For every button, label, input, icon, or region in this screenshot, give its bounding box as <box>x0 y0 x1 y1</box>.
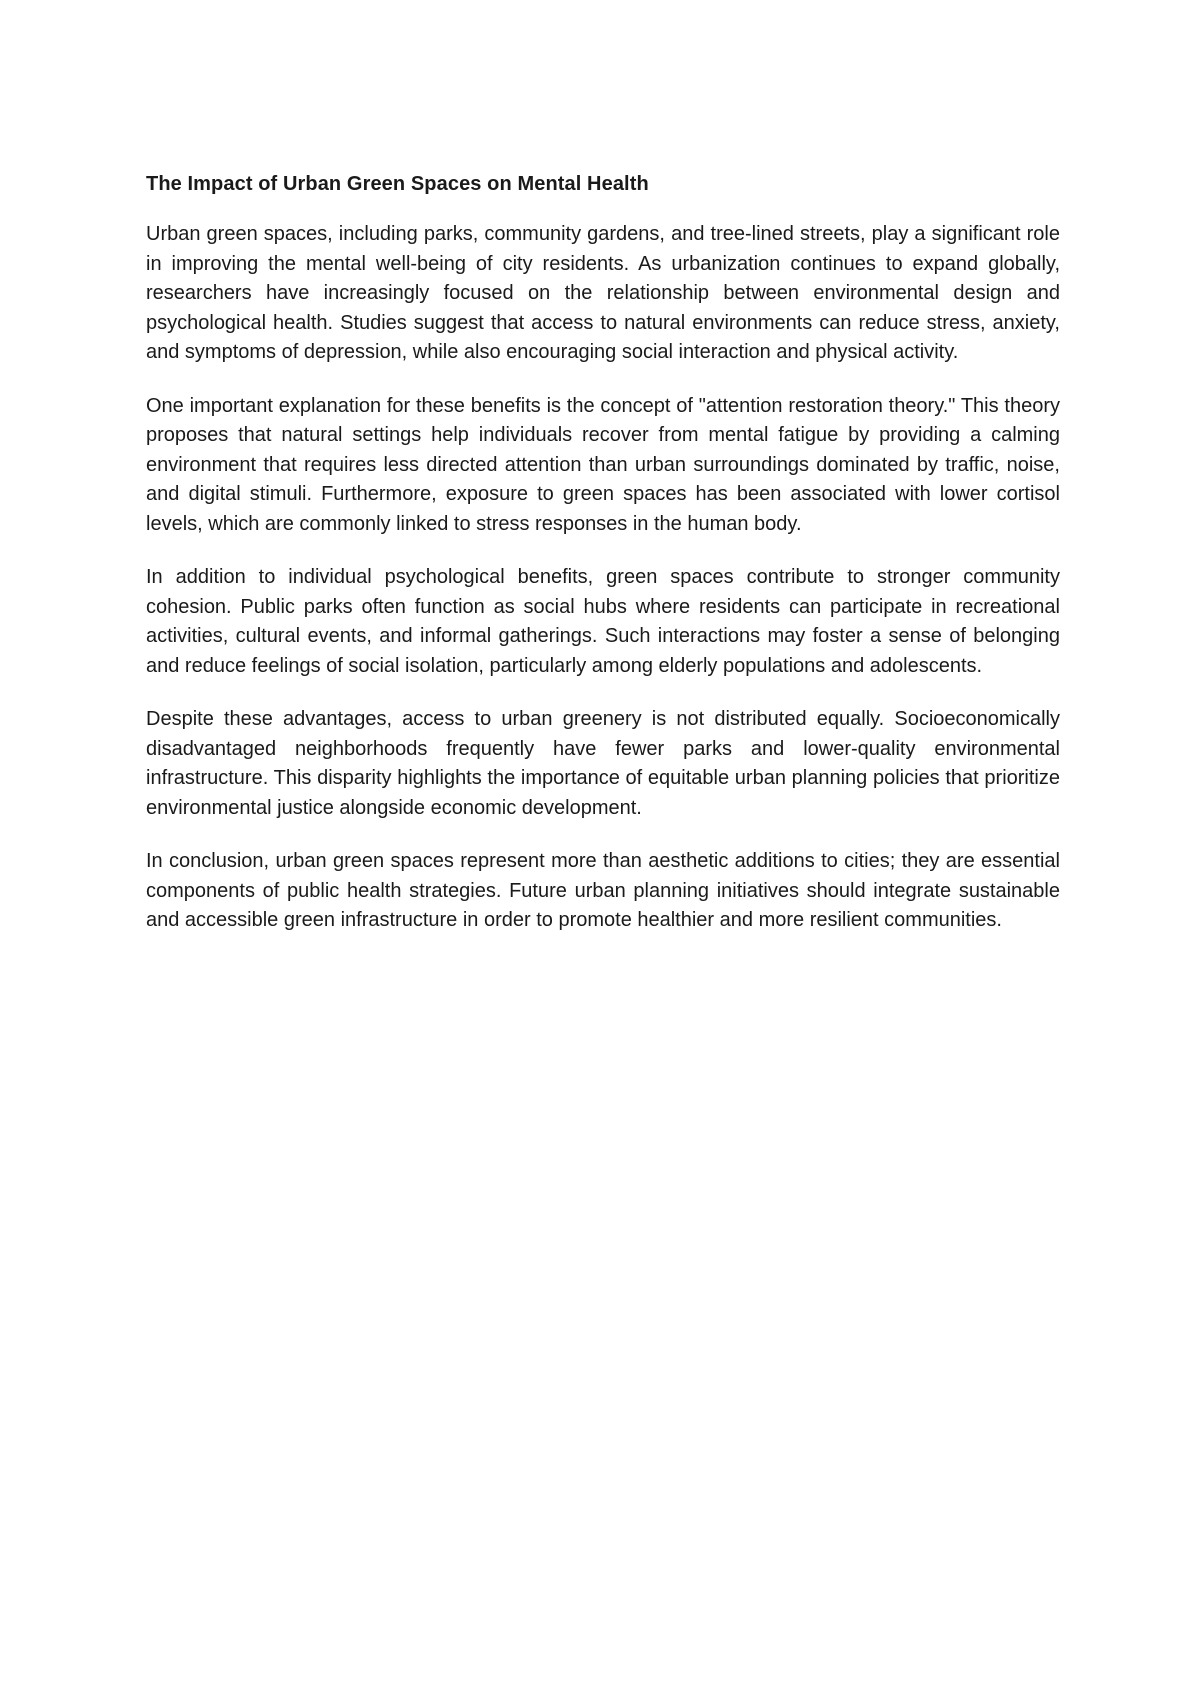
document-title: The Impact of Urban Green Spaces on Mental Health <box>146 173 649 195</box>
paragraph-community-cohesion: In addition to individual psychological benefits, green spaces contribute to stronger community cohesion. Public parks often function as social hubs where residents can participate in recreational activities, cultural events, and informal gatherings. Such interactions may foster a sense of belonging and reduce feelings of social isolation, particularly among elderly populations and adolescents. <box>146 566 1060 677</box>
paragraph-conclusion: In conclusion, urban green spaces represent more than aesthetic additions to cities; they are essential components of public health strategies. Future urban planning initiatives should integrate sustainable and accessible green infrastructure in order to promote healthier and more resilient communities. <box>146 850 1060 931</box>
paragraph-attention-restoration: One important explanation for these benefits is the concept of "attention restoration theory." This theory proposes that natural settings help individuals recover from mental fatigue by providing a calming environment that requires less directed attention than urban surroundings dominated by traffic, noise, and digital stimuli. Furthermore, exposure to green spaces has been associated with lower cortisol levels, which are commonly linked to stress responses in the human body. <box>146 394 1060 535</box>
paragraph-intro: Urban green spaces, including parks, community gardens, and tree-lined streets, play a significant role in improving the mental well-being of city residents. As urbanization continues to expand globally, researchers have increasingly focused on the relationship between environmental design and psychological health. Studies suggest that access to natural environments can reduce stress, anxiety, and symptoms of depression, while also encouraging social interaction and physical activity. <box>146 223 1060 363</box>
paragraph-access-disparity: Despite these advantages, access to urban greenery is not distributed equally. Socioeconomically disadvantaged neighborhoods frequently have fewer parks and lower-quality environmental infrastructure. This disparity highlights the importance of equitable urban planning policies that prioritize environmental justice alongside economic development. <box>146 708 1060 819</box>
document-body <box>146 170 1060 960</box>
